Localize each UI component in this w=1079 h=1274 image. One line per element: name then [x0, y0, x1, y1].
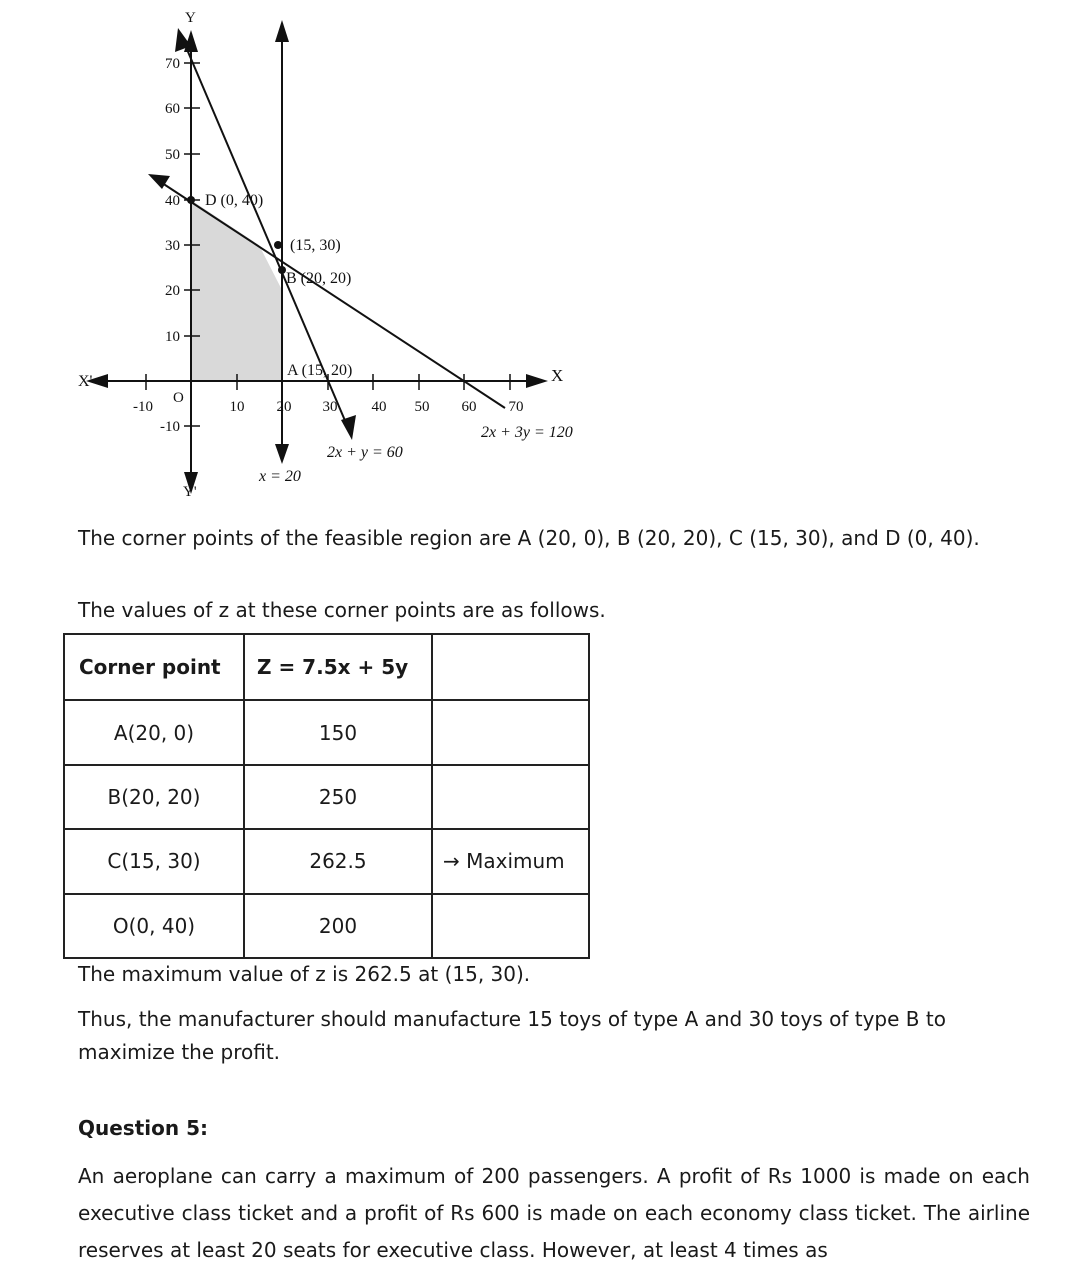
x-tick-60: 60	[461, 399, 477, 415]
header-corner-point: Corner point	[64, 634, 244, 700]
feasible-region-graph	[0, 0, 620, 500]
table-header-row	[64, 634, 589, 700]
cell-z-value: 262.5	[244, 829, 432, 893]
label-point-c: (15, 30)	[290, 237, 341, 254]
y-tick-30: 30	[165, 238, 180, 254]
cell-z-value: 250	[244, 765, 432, 829]
question-body: An aeroplane can carry a maximum of 200 passengers. A profit of Rs 1000 is made on each executive class ticket and a profit of Rs 600 is made on each economy class ticket. The airline reserves at least 20 seats for executive class. However, at least 4 times as	[78, 1164, 1030, 1262]
y-tick-70: 70	[165, 56, 180, 72]
corner-point-table	[63, 633, 590, 959]
label-line-2x-y: 2x + y = 60	[327, 444, 403, 461]
table-row	[64, 894, 589, 958]
cell-remark	[432, 700, 589, 764]
line-x20-arrow-up	[275, 20, 289, 42]
x-tick-70: 70	[508, 399, 524, 415]
point-b	[278, 266, 286, 274]
x-axis-arrow-right	[526, 374, 548, 388]
y-tick-labels	[160, 56, 180, 435]
table-row	[64, 829, 589, 893]
cell-corner-point: C(15, 30)	[64, 829, 244, 893]
x-tick-neg10: -10	[133, 399, 153, 415]
label-point-d: D (0, 40)	[205, 192, 264, 209]
question-heading: Question 5:	[78, 1116, 208, 1140]
axis-label-x-neg: X'	[78, 373, 93, 390]
table-row	[64, 765, 589, 829]
conclusion-paragraph: Thus, the manufacturer should manufacture 15 toys of type A and 30 toys of type B to maximize the profit.	[78, 1007, 946, 1064]
label-point-b: B (20, 20)	[286, 270, 352, 287]
axis-label-y: Y	[185, 10, 196, 26]
y-tick-neg10: -10	[160, 419, 180, 435]
x-tick-30: 30	[322, 399, 338, 415]
x-tick-10: 10	[229, 399, 245, 415]
cell-z-value: 150	[244, 700, 432, 764]
header-remark	[432, 634, 589, 700]
axis-label-x: X	[551, 366, 564, 385]
cell-corner-point: B(20, 20)	[64, 765, 244, 829]
values-intro-paragraph: The values of z at these corner points are as follows.	[78, 598, 606, 622]
cell-remark-maximum: → Maximum	[432, 829, 589, 893]
maximum-value-paragraph: The maximum value of z is 262.5 at (15, 30).	[78, 962, 531, 986]
y-tick-10: 10	[165, 329, 180, 345]
table-row	[64, 700, 589, 764]
cell-remark	[432, 894, 589, 958]
cell-z-value: 200	[244, 894, 432, 958]
feasible-region	[191, 200, 282, 381]
axis-label-y-neg: Y'	[183, 484, 197, 500]
cell-corner-point: O(0, 40)	[64, 894, 244, 958]
x-tick-20: 20	[276, 399, 292, 415]
origin-label: O	[173, 390, 184, 406]
corner-points-paragraph: The corner points of the feasible region are A (20, 0), B (20, 20), C (15, 30), and D (0, 40).	[78, 526, 980, 550]
cell-remark	[432, 765, 589, 829]
label-line-2x-3y: 2x + 3y = 120	[481, 424, 573, 441]
label-point-a: A (15, 20)	[287, 362, 353, 379]
x-tick-50: 50	[414, 399, 430, 415]
header-z-expression: Z = 7.5x + 5y	[244, 634, 432, 700]
y-tick-50: 50	[165, 147, 180, 163]
point-d	[187, 196, 195, 204]
point-c	[274, 241, 282, 249]
line-x20-arrow-down	[275, 444, 289, 464]
cell-corner-point: A(20, 0)	[64, 700, 244, 764]
y-tick-20: 20	[165, 283, 180, 299]
y-tick-40: 40	[165, 193, 180, 209]
y-tick-60: 60	[165, 101, 180, 117]
x-tick-40: 40	[371, 399, 387, 415]
label-line-x20: x = 20	[259, 468, 301, 485]
